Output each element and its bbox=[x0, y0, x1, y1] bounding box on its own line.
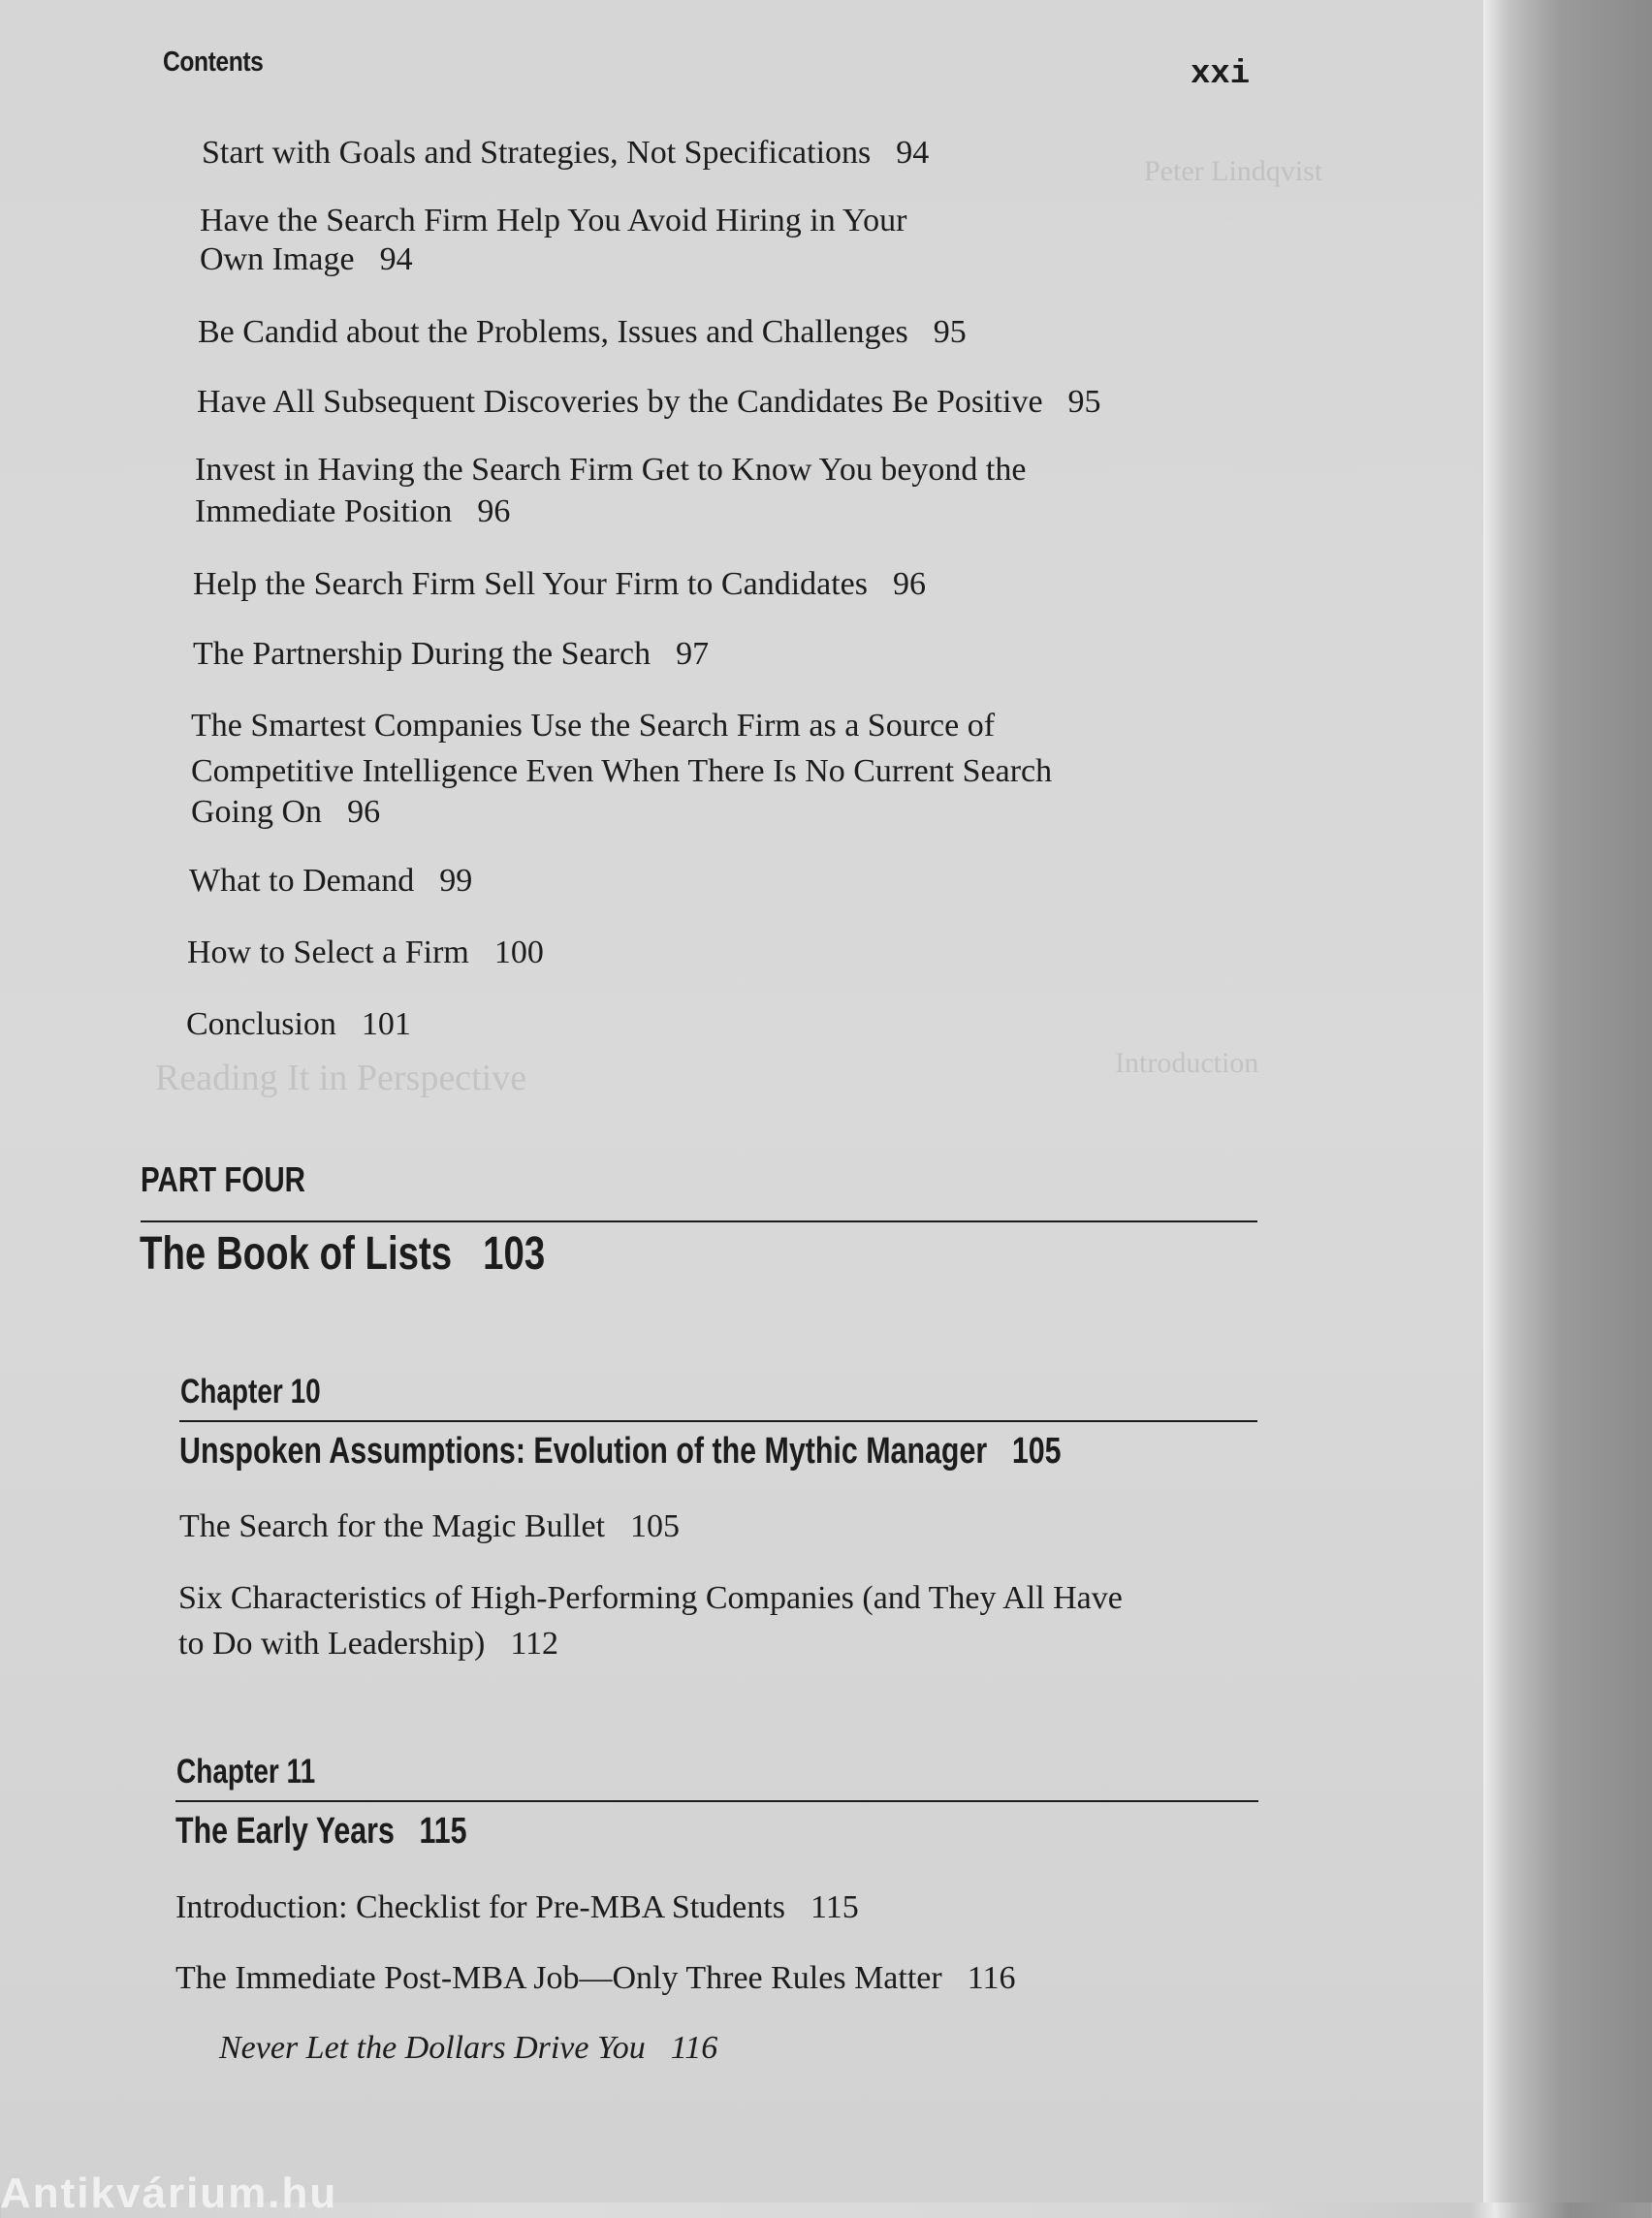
bleed-through-text: Peter Lindqvist bbox=[1144, 155, 1323, 187]
toc-entry-title: Help the Search Firm Sell Your Firm to Candidates bbox=[193, 566, 869, 602]
toc-entry-page: 116 bbox=[670, 2030, 718, 2066]
toc-entry-continuation[interactable] bbox=[191, 790, 380, 835]
toc-entry[interactable] bbox=[193, 562, 926, 607]
toc-entry[interactable] bbox=[189, 859, 472, 903]
toc-entry-page: 116 bbox=[967, 1960, 1016, 1996]
chapter-label: Chapter 11 bbox=[176, 1753, 316, 1790]
watermark: Antikvárium.hu bbox=[0, 2170, 338, 2217]
part-divider bbox=[141, 1220, 1257, 1222]
toc-entry-title: Be Candid about the Problems, Issues and Challenges bbox=[198, 314, 908, 350]
chapter-divider bbox=[175, 1800, 1258, 1802]
toc-entry[interactable] bbox=[195, 448, 1026, 492]
chapter-title[interactable] bbox=[175, 1811, 467, 1853]
toc-subentry[interactable] bbox=[219, 2026, 717, 2071]
toc-entry-continuation[interactable] bbox=[178, 1622, 558, 1666]
bleed-through-text: Reading It in Perspective bbox=[155, 1058, 527, 1098]
toc-entry-continuation[interactable] bbox=[191, 749, 1052, 794]
toc-entry-page: 115 bbox=[810, 1889, 859, 1925]
part-title[interactable] bbox=[140, 1227, 545, 1281]
toc-entry-page: 99 bbox=[439, 863, 473, 899]
toc-entry[interactable] bbox=[191, 704, 995, 748]
toc-entry-title: Introduction: Checklist for Pre-MBA Students bbox=[175, 1889, 785, 1925]
toc-entry-title: Have the Search Firm Help You Avoid Hiring in Your bbox=[200, 203, 907, 238]
toc-entry-continuation[interactable] bbox=[195, 490, 510, 534]
part-label: PART FOUR bbox=[141, 1159, 306, 1199]
toc-entry-page: 112 bbox=[510, 1626, 559, 1662]
toc-entry-page: 94 bbox=[896, 135, 930, 171]
toc-entry[interactable] bbox=[198, 310, 967, 355]
toc-entry[interactable] bbox=[178, 1576, 1123, 1621]
toc-entry-title: Never Let the Dollars Drive You bbox=[219, 2030, 646, 2066]
toc-entry[interactable] bbox=[197, 380, 1101, 425]
toc-entry-title: Own Image bbox=[200, 241, 355, 277]
toc-entry[interactable] bbox=[187, 931, 544, 975]
chapter-title-text: Unspoken Assumptions: Evolution of the Mythic Manager bbox=[179, 1431, 988, 1472]
toc-entry-title: Immediate Position bbox=[195, 493, 453, 529]
toc-entry-page: 96 bbox=[347, 794, 381, 830]
toc-entry-page: 100 bbox=[493, 935, 544, 970]
bleed-through-text: Introduction bbox=[1115, 1047, 1259, 1079]
toc-entry-title: The Partnership During the Search bbox=[193, 636, 651, 672]
toc-entry[interactable] bbox=[175, 1885, 859, 1930]
toc-entry-title: How to Select a Firm bbox=[187, 935, 469, 970]
part-title-text: The Book of Lists bbox=[140, 1228, 453, 1280]
toc-entry-title: The Smartest Companies Use the Search Firm as a Source of bbox=[191, 708, 996, 744]
running-header: Contents bbox=[163, 47, 264, 78]
toc-entry-page: 95 bbox=[1067, 384, 1101, 420]
toc-entry-continuation[interactable] bbox=[200, 238, 413, 282]
toc-entry-page: 96 bbox=[477, 493, 511, 529]
toc-entry-page: 94 bbox=[379, 241, 413, 277]
toc-entry-title: Conclusion bbox=[186, 1006, 336, 1042]
toc-entry-title: Competitive Intelligence Even When There Is No Current Search bbox=[191, 753, 1053, 789]
toc-entry-title: Going On bbox=[191, 794, 323, 830]
toc-entry-title: Invest in Having the Search Firm Get to Know You beyond the bbox=[195, 452, 1027, 488]
toc-entry-page: 105 bbox=[630, 1508, 681, 1544]
chapter-title-page: 115 bbox=[419, 1811, 467, 1852]
chapter-title-page: 105 bbox=[1011, 1431, 1062, 1472]
toc-entry-page: 96 bbox=[893, 566, 927, 602]
toc-entry-title: The Immediate Post-MBA Job—Only Three Rules Matter bbox=[175, 1960, 942, 1996]
toc-entry[interactable] bbox=[186, 1002, 411, 1047]
toc-entry[interactable] bbox=[202, 131, 929, 175]
toc-entry-page: 101 bbox=[361, 1006, 411, 1042]
toc-entry-title: What to Demand bbox=[189, 863, 415, 899]
chapter-divider bbox=[179, 1420, 1257, 1422]
toc-entry[interactable] bbox=[193, 632, 709, 677]
toc-entry-title: Have All Subsequent Discoveries by the Candidates Be Positive bbox=[197, 384, 1043, 420]
toc-entry-title: Six Characteristics of High-Performing Companies (and They All Have bbox=[178, 1580, 1123, 1616]
toc-entry-title: to Do with Leadership) bbox=[178, 1626, 486, 1662]
toc-entry[interactable] bbox=[175, 1956, 1015, 2001]
page-edge-shadow bbox=[1483, 0, 1652, 2202]
toc-entry-page: 97 bbox=[676, 636, 710, 672]
page-number: xxi bbox=[1191, 56, 1251, 93]
part-title-page: 103 bbox=[483, 1228, 546, 1280]
chapter-title[interactable] bbox=[179, 1431, 1062, 1473]
chapter-label: Chapter 10 bbox=[180, 1373, 321, 1410]
toc-entry-title: Start with Goals and Strategies, Not Specifications bbox=[202, 135, 872, 171]
chapter-title-text: The Early Years bbox=[175, 1811, 395, 1852]
toc-entry-page: 95 bbox=[933, 314, 967, 350]
toc-entry-title: The Search for the Magic Bullet bbox=[179, 1508, 606, 1544]
toc-entry[interactable] bbox=[179, 1505, 680, 1549]
